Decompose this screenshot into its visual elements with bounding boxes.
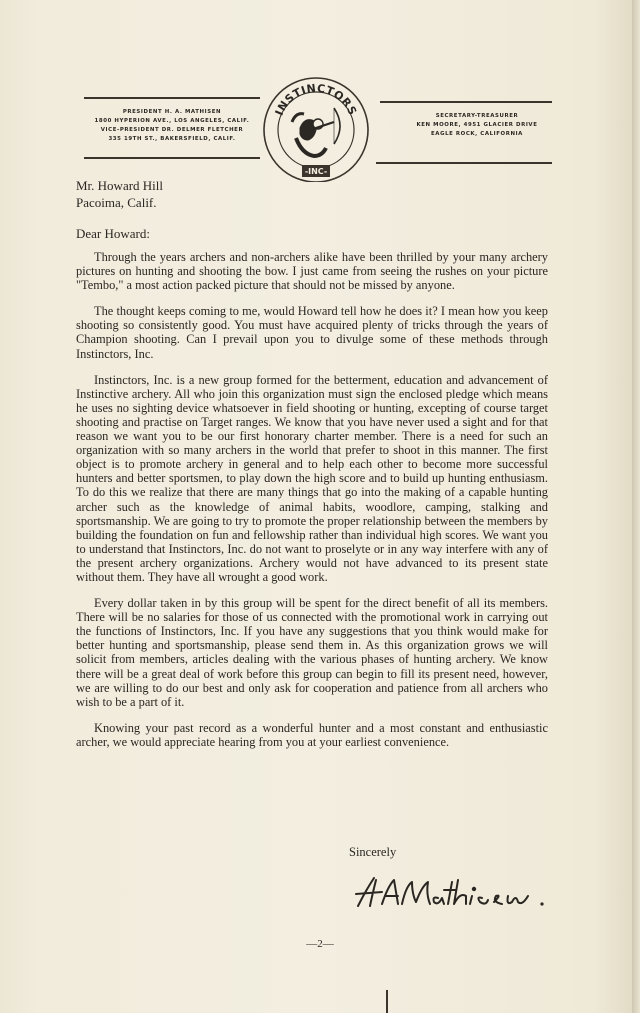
paragraph-2: The thought keeps coming to me, would Howard tell how he does it? I mean how you keep shooting so consistently good. You must have acquired plenty of tricks through the years of Champion shooting. Can I prevail upon you to divulge some of these methods through Instinctors, Inc. (76, 304, 548, 361)
logo-inc-text: -INC- (304, 167, 328, 176)
secretary-address: KEN MOORE, 4951 GLACIER DRIVE (416, 122, 538, 128)
paragraph-4: Every dollar taken in by this group will be spent for the direct benefit of all its members. There will be no salaries for those of us connected with the promotional work in carrying out the functions of Instinctors, Inc. If you have any suggestions that you think would make for better hunting and sportsmanship, please send them in. As this organization grows we will solicit from members, articles dealing with the various phases of hunting archery. We know there will be a great deal of work before this group can begin to fill its present need, however, we are willing to do our best and only ask for cooperation and patience from all archers who wish to be a part of it. (76, 596, 548, 709)
paragraph-3: Instinctors, Inc. is a new group formed for the betterment, education and advancement of Instinctive archery. All who join this organization must sign the enclosed pledge which means he uses no sighting device whatsoever in field shooting or hunting, excepting of course target shooting and practise on Target ranges. We know that you have never used a sight and for that reason we want you to be our first honorary charter member. There is a need for such an organization with so many archers in the world that prefer to shoot in this manner. The first object is to promote archery in general and to help each other to become more successful hunters and better sportsmen, to play down the high score and to build up hunting enthusiasm. To do this we realize that there are many things that go into the making of a capable hunting archer such as the knowledge of animal habits, woodlore, camping, stalking and sportsmanship. We are going to try to promote the proper relationship between the members by building the foundation on fun and fellowship rather than individual high scores. We want you to understand that Instinctors, Inc. do not want to proselyte or in any way interfere with any of the present archery organizations. Archery would not have advanced to its present state without them. They have all wrought a good work. (76, 372, 548, 584)
paragraph-1: Through the years archers and non-archers alike have been thrilled by your many archery pictures on hunting and shooting the bow. I just came from seeing the rushes on your picture "Tembo," a most action packed picture that should not be missed by anyone. (76, 250, 548, 293)
handwritten-signature (352, 872, 552, 912)
secretary-city: EAGLE ROCK, CALIFORNIA (431, 131, 523, 137)
vice-president-name: VICE-PRESIDENT DR. DELMER FLETCHER (100, 127, 244, 133)
letterhead-rule-right-bottom (376, 162, 552, 164)
salutation: Dear Howard: (76, 226, 150, 241)
letterhead-officers-right (398, 112, 556, 139)
vice-president-address: 335 19TH ST., BAKERSFIELD, CALIF. (108, 136, 236, 142)
letterhead-rule-left-top (84, 97, 260, 99)
letterhead-rule-right-top (380, 101, 552, 103)
binding-mark (386, 990, 388, 1013)
recipient-block (76, 177, 163, 211)
secretary-title: SECRETARY-TREASURER (435, 113, 519, 119)
president-name: PRESIDENT H. A. MATHISEN (122, 109, 222, 115)
letterhead-rule-left-bottom (84, 157, 260, 159)
paragraph-5: Knowing your past record as a wonderful hunter and a most constant and enthusiastic archer, we would appreciate hearing from you at your earliest convenience. (76, 720, 548, 749)
page-edge (632, 0, 640, 1013)
president-address: 1800 HYPERION AVE., LOS ANGELES, CALIF. (94, 118, 250, 124)
page-number: —2— (306, 938, 334, 950)
logo-top-text: INSTINCTORS (272, 81, 360, 118)
recipient-name: Mr. Howard Hill (76, 178, 164, 193)
instinctors-logo (256, 72, 376, 182)
recipient-city: Pacoima, Calif. (76, 195, 157, 210)
letterhead-officers-left (82, 108, 262, 144)
letter-body (76, 250, 548, 761)
closing: Sincerely (349, 845, 397, 859)
